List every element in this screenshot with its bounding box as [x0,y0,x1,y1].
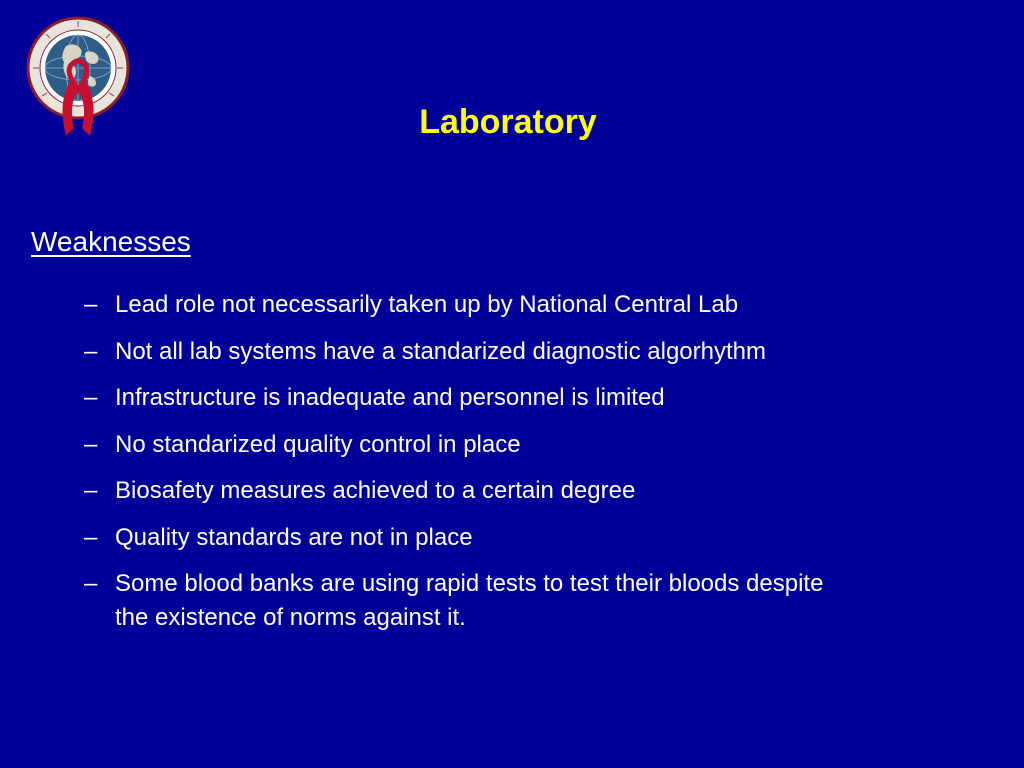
slide-title: Laboratory [419,103,597,141]
bullet-dash: – [84,523,98,551]
bullet-dash: – [84,430,98,458]
bullet-item [84,521,1024,555]
bullet-text: Infrastructure is inadequate and personnel is limited [115,384,665,411]
bullet-list [84,288,1024,648]
bullet-text-line-2: the existence of norms against it. [115,604,466,631]
bullet-text: No standarized quality control in place [115,430,521,458]
bullet-text-line-1: Some blood banks are using rapid tests to test their bloods despite [115,570,824,597]
bullet-item [84,428,1024,462]
bullet-dash: – [84,384,98,411]
bullet-item [84,567,1024,635]
bullet-text: Not all lab systems have a standarized diagnostic algorhythm [115,337,766,365]
bullet-dash: – [84,337,98,365]
bullet-item [84,335,1024,369]
bullet-item [84,381,1024,415]
bullet-dash: – [84,477,98,504]
bullet-text: Lead role not necessarily taken up by National Central Lab [115,291,739,318]
bullet-item [84,288,1024,322]
bullet-dash: – [84,570,98,597]
bullet-item [84,474,1024,508]
section-heading: Weaknesses [31,226,191,257]
bullet-text: Quality standards are not in place [115,523,473,551]
bullet-dash: – [84,291,98,318]
bullet-text: Biosafety measures achieved to a certain degree [115,477,636,504]
